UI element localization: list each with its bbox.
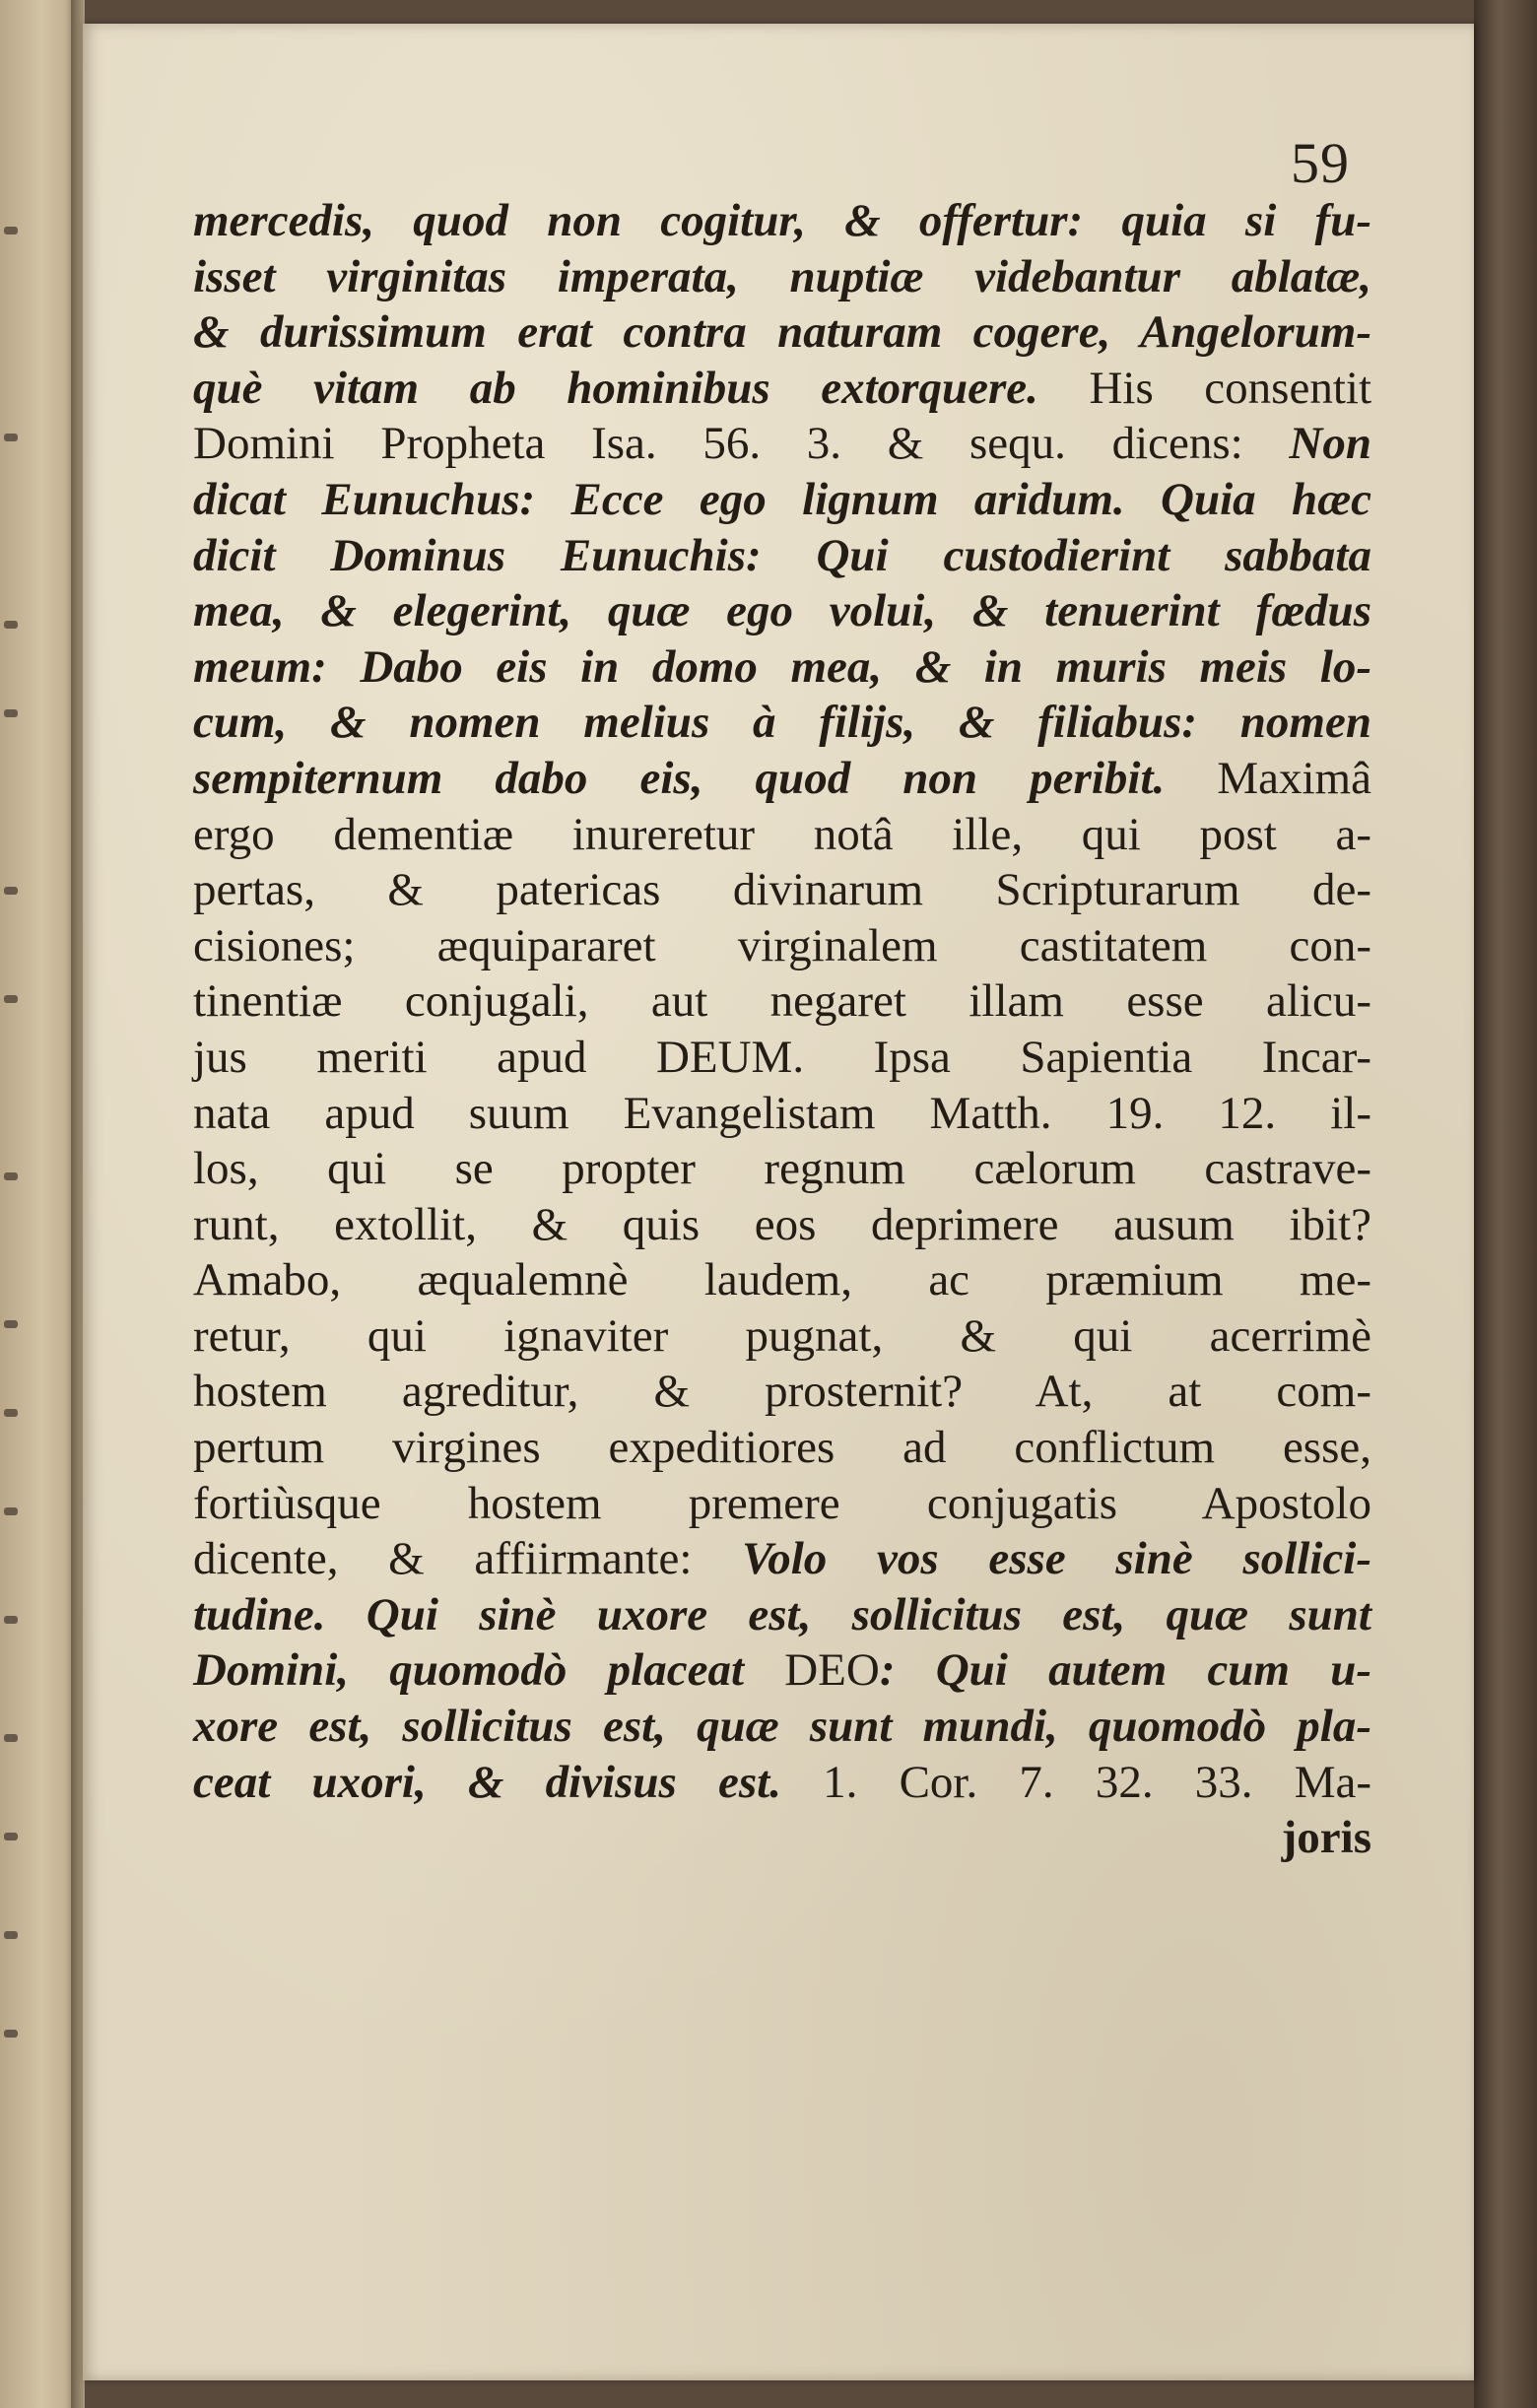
text-line: [193, 193, 1371, 249]
text-line: [193, 1531, 1371, 1587]
bleed-through-mark: [4, 709, 18, 717]
roman-segment: los, qui se propter regnum cælorum castrave-: [193, 1143, 1371, 1195]
roman-segment: cisiones; æquipararet virginalem castitatem con-: [193, 919, 1371, 971]
bleed-through-mark: [4, 887, 18, 895]
text-line: [193, 639, 1371, 696]
text-line: [193, 1030, 1371, 1086]
italic-segment: Volo vos esse sinè sollici-: [742, 1533, 1371, 1585]
text-line: [193, 918, 1371, 974]
roman-segment: 1. Cor. 7. 32. 33. Ma-: [780, 1756, 1371, 1808]
bleed-through-mark: [4, 227, 18, 234]
roman-segment: His consentit: [1037, 362, 1371, 414]
bleed-through-mark: [4, 1931, 18, 1939]
italic-segment: mea, & elegerint, quæ ego volui, & tenuerint fœdus: [193, 585, 1371, 637]
text-line: [193, 528, 1371, 584]
bleed-through-mark: [4, 1320, 18, 1328]
text-line: [193, 1420, 1371, 1476]
text-line: [193, 807, 1371, 863]
roman-segment: Amabo, æqualemnè laudem, ac præmium me-: [193, 1254, 1371, 1306]
roman-segment: tinentiæ conjugali, aut negaret illam esse alicu-: [193, 975, 1371, 1028]
catchword-text: joris: [1281, 1812, 1371, 1864]
bleed-through-mark: [4, 621, 18, 629]
facing-page-ink-marks: [4, 0, 63, 2408]
italic-segment: xore est, sollicitus est, quæ sunt mundi, quomodò pla-: [193, 1701, 1371, 1753]
roman-segment: retur, qui ignaviter pugnat, & qui acerrimè: [193, 1309, 1371, 1362]
roman-segment: runt, extollit, & quis eos deprimere ausum ibit?: [193, 1198, 1371, 1250]
roman-segment: fortiùsque hostem premere conjugatis Apostolo: [193, 1477, 1371, 1529]
text-line: [193, 1252, 1371, 1308]
bleed-through-mark: [4, 1409, 18, 1417]
text-line: [193, 1755, 1371, 1811]
roman-segment: Domini Propheta Isa. 56. 3. & sequ. dicens:: [193, 418, 1290, 470]
text-line: [193, 416, 1371, 472]
text-line: [193, 472, 1371, 528]
italic-segment: sempiternum dabo eis, quod non peribit.: [193, 752, 1166, 804]
italic-segment: cum, & nomen melius à filijs, & filiabus: nomen: [193, 697, 1371, 749]
italic-segment: dicat Eunuchus: Ecce ego lignum aridum. Quia hæc: [193, 473, 1371, 525]
italic-segment: què vitam ab hominibus extorquere.: [193, 362, 1038, 414]
text-line: [193, 751, 1371, 807]
bleed-through-mark: [4, 434, 18, 441]
body-text: [193, 193, 1371, 1866]
italic-segment: Non: [1289, 418, 1371, 470]
bleed-through-mark: [4, 1616, 18, 1624]
italic-segment: ceat uxori, & divisus est.: [193, 1756, 781, 1808]
bleed-through-mark: [4, 1172, 18, 1180]
italic-segment: tudine. Qui sinè uxore est, sollicitus est, quæ sunt: [193, 1588, 1371, 1640]
roman-segment: pertas, & patericas divinarum Scripturarum de-: [193, 864, 1371, 916]
roman-segment: DEO: [784, 1644, 880, 1697]
text-line: [193, 695, 1371, 751]
page-number: 59: [1291, 131, 1350, 195]
italic-segment: meum: Dabo eis in domo mea, & in muris meis lo-: [193, 640, 1371, 693]
bleed-through-mark: [4, 1507, 18, 1515]
text-line: [193, 973, 1371, 1030]
italic-segment: mercedis, quod non cogitur, & offertur: quia si fu-: [193, 195, 1371, 246]
text-line: [193, 249, 1371, 305]
text-line: [193, 1699, 1371, 1755]
roman-segment: pertum virgines expeditiores ad conflictum esse,: [193, 1422, 1371, 1474]
catchword: [193, 1810, 1371, 1866]
italic-segment: Domini, quomodò placeat: [193, 1644, 785, 1697]
text-line: [193, 862, 1371, 918]
text-line: [193, 583, 1371, 639]
roman-segment: ergo dementiæ inureretur notâ ille, qui post a-: [193, 808, 1371, 860]
roman-segment: jus meriti apud DEUM. Ipsa Sapientia Incar-: [193, 1031, 1371, 1083]
bleed-through-mark: [4, 1833, 18, 1840]
roman-segment: Maximâ: [1165, 752, 1371, 804]
text-line: [193, 1086, 1371, 1142]
bleed-through-mark: [4, 995, 18, 1003]
book-cover-edge: [1474, 0, 1537, 2408]
bleed-through-mark: [4, 1734, 18, 1742]
text-line: [193, 1476, 1371, 1532]
text-line: [193, 1308, 1371, 1365]
roman-segment: hostem agreditur, & prosternit? At, at com-: [193, 1366, 1371, 1418]
italic-segment: : Qui autem cum u-: [879, 1644, 1371, 1697]
italic-segment: dicit Dominus Eunuchis: Qui custodierint sabbata: [193, 529, 1371, 581]
roman-segment: dicente, & affiirmante:: [193, 1533, 743, 1585]
text-line: [193, 361, 1371, 417]
facing-page-edge: [0, 0, 77, 2408]
text-line: [193, 1642, 1371, 1699]
bleed-through-mark: [4, 2030, 18, 2038]
italic-segment: & durissimum erat contra naturam cogere, Angelorum-: [193, 306, 1371, 359]
text-line: [193, 1364, 1371, 1420]
roman-segment: nata apud suum Evangelistam Matth. 19. 12. il-: [193, 1087, 1371, 1139]
text-line: [193, 1587, 1371, 1643]
text-line: [193, 1197, 1371, 1253]
italic-segment: isset virginitas imperata, nuptiæ videbantur ablatæ,: [193, 250, 1371, 302]
text-line: [193, 304, 1371, 361]
text-line: [193, 1141, 1371, 1197]
